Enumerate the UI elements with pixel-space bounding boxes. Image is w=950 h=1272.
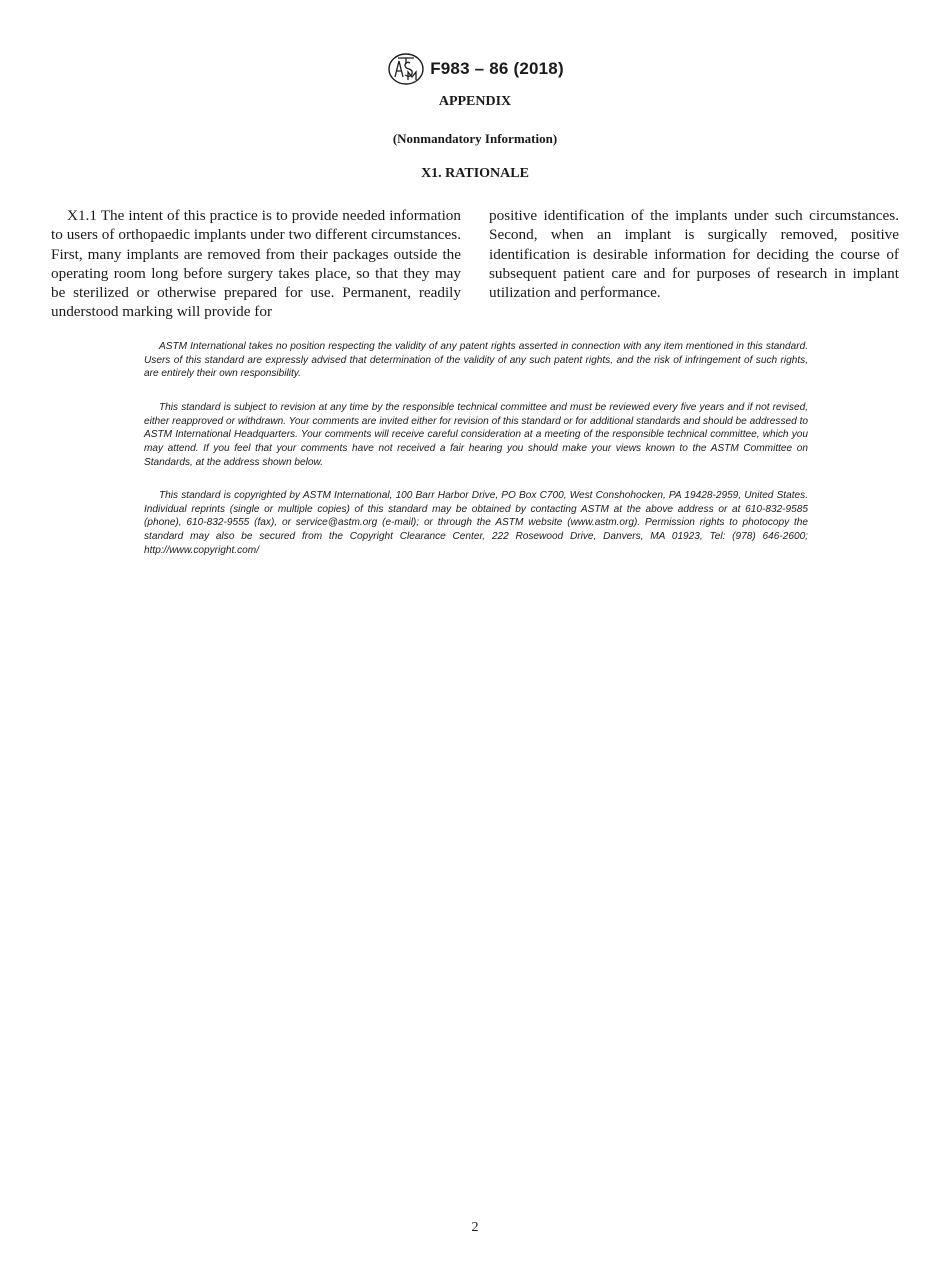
standard-designation: F983 – 86 (2018) [430,59,564,78]
copyright-notice: This standard is copyrighted by ASTM International, 100 Barr Harbor Drive, PO Box C700, West Conshohocken, PA 19428-2959, United States. Individual reprints (single or multiple copies) of this standard may be obtained by contacting ASTM at the above address or at 610-832-9585 (phone), 610-832-9555 (fax), or service@astm.org (e-mail); or through the ASTM website (www.astm.org). Permission rights to photocopy the standard may also be secured from the Copyright Clearance Center, 222 Rosewood Drive, Danvers, MA 01923, Tel: (978) 646-2600; http://www.copyright.com/ [144,490,808,556]
page-number: 2 [471,1220,479,1235]
revision-notice: This standard is subject to revision at any time by the responsible technical committee and must be reviewed every five years and if not revised, either reapproved or withdrawn. Your comments are invited either for revision of this standard or for additional standards and should be addressed to ASTM International Headquarters. Your comments will receive careful consideration at a meeting of the responsible technical committee, which you may attend. If you feel that your comments have not received a fair hearing you should make your views known to the ASTM Committee on Standards, at the address shown below. [144,402,808,468]
paragraph-x1-1-left: X1.1 The intent of this practice is to provide needed information to users of orthopaedic implants under two different circumstances. First, many implants are removed from their packages outside the operating room long before surgery takes place, so that they may be sterilized or otherwise prepared for use. Permanent, readily understood marking will provide for [51,207,461,321]
astm-logo-icon [386,52,426,86]
page-header [0,52,950,86]
appendix-subtitle: (Nonmandatory Information) [392,131,558,146]
patent-notice: ASTM International takes no position respecting the validity of any patent rights asserted in connection with any item mentioned in this standard. Users of this standard are expressly advised that determination of the validity of any such patent rights, and the risk of infringement of such rights, are entirely their own responsibility. [144,341,808,380]
paragraph-x1-1-right: positive identification of the implants under such circumstances. Second, when an implant is surgically removed, positive identification is desirable information for deciding the course of subsequent patient care and for purposes of research in implant utilization and performance. [489,207,899,302]
section-heading: X1. RATIONALE [421,166,529,181]
appendix-title: APPENDIX [438,94,512,109]
